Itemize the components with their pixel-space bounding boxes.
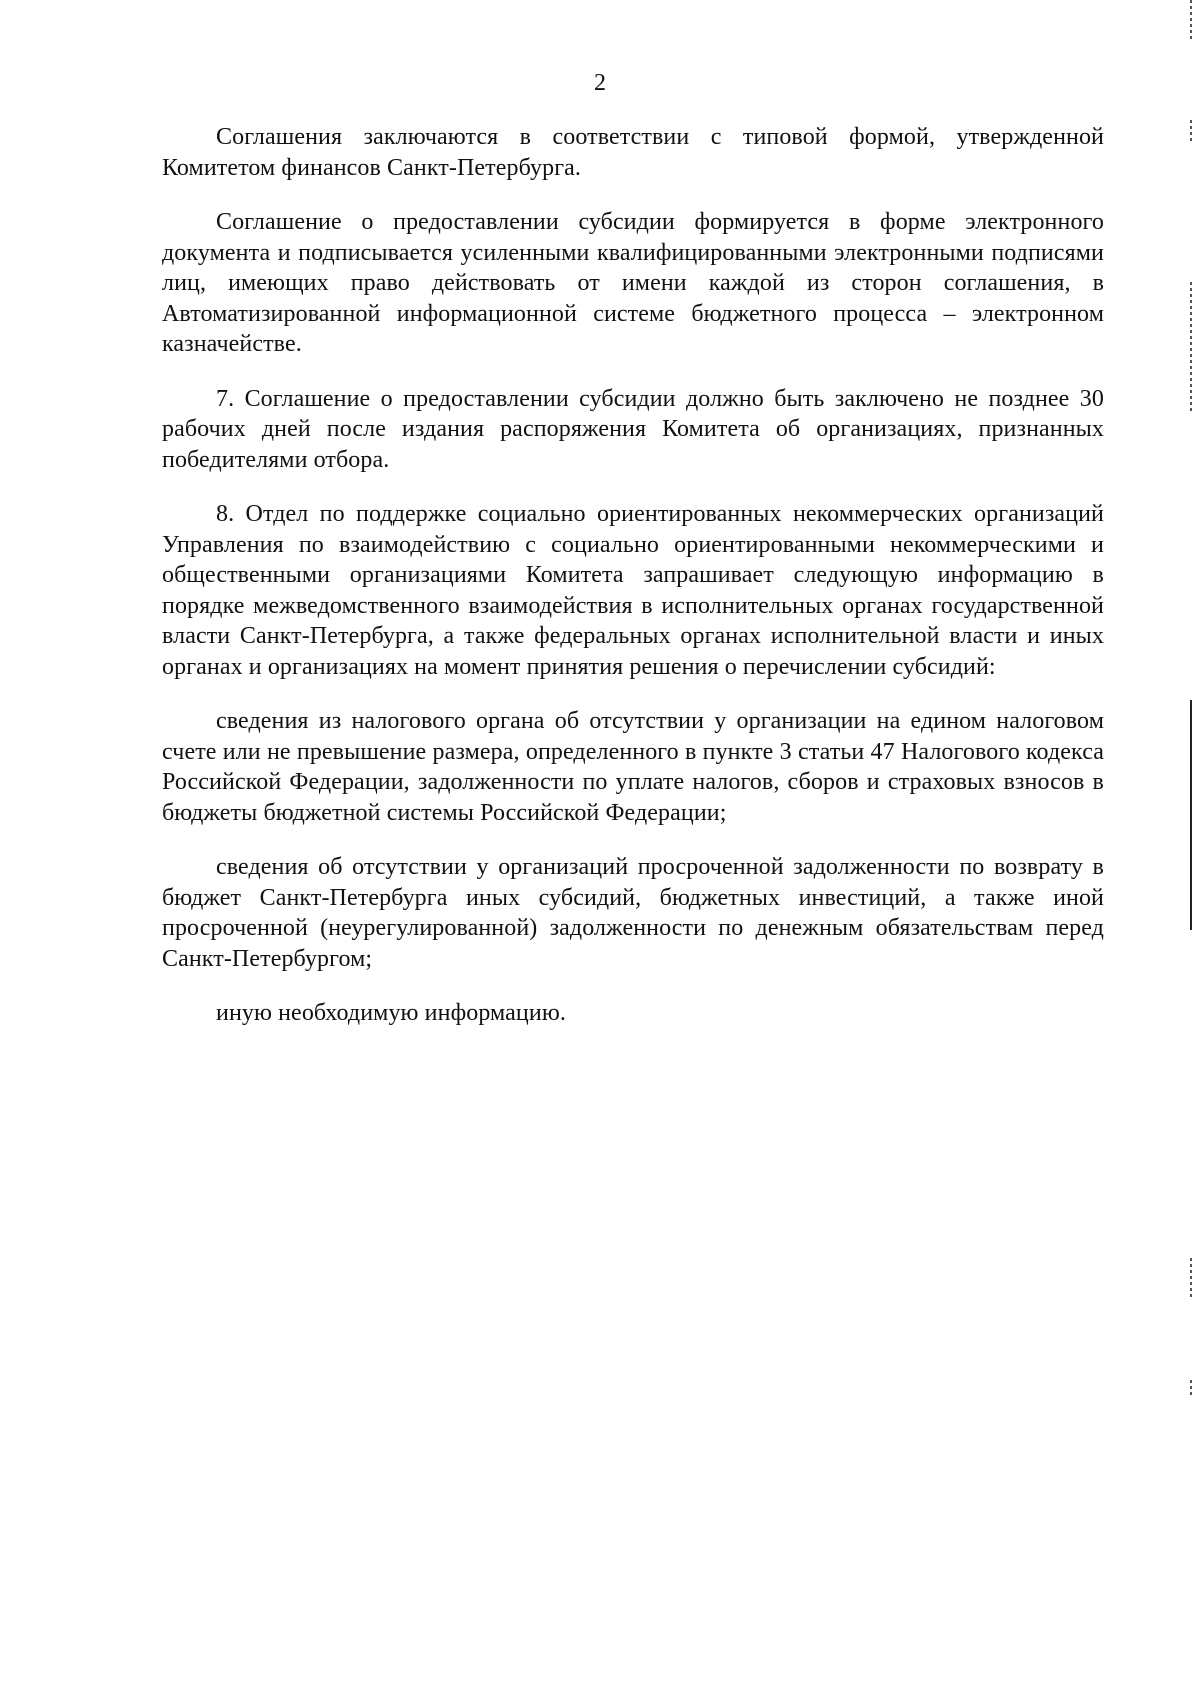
scan-edge-artifact <box>1190 1258 1192 1298</box>
document-body <box>162 122 1104 1029</box>
scan-edge-artifact <box>1190 120 1192 142</box>
scan-edge-artifact <box>1190 282 1192 412</box>
paragraph-debt-info: сведения об отсутствии у организаций просроченной задолженности по возврату в бюджет Санкт-Петербурга иных субсидий, бюджетных инвестиций, а также иной просроченной (неурегулированной) задолженности по денежным обязательствам перед Санкт-Петербургом; <box>162 854 1104 972</box>
paragraph-tax-info: сведения из налогового органа об отсутствии у организации на едином налоговом счете или не превышение размера, определенного в пункте 3 статьи 47 Налогового кодекса Российской Федерации, задолженности по уплате налогов, сборов и страховых взносов в бюджеты бюджетной системы Российской Федерации; <box>162 708 1104 826</box>
paragraph-other-info: иную необходимую информацию. <box>216 1000 566 1026</box>
paragraph-item-7: 7. Соглашение о предоставлении субсидии должно быть заключено не позднее 30 рабочих дней после издания распоряжения Комитета об организациях, признанных победителями отбора. <box>162 385 1104 473</box>
paragraph-item-8: 8. Отдел по поддержке социально ориентированных некоммерческих организаций Управления по взаимодействию с социально ориентированными некоммерческими и общественными организациями Комитета запрашивает следующую информацию в порядке межведомственного взаимодействия в исполнительных органах государственной власти Санкт-Петербурга, а также федеральных органах исполнительной власти и иных органах и организациях на момент принятия решения о перечислении субсидий: <box>162 501 1104 680</box>
scan-edge-artifact <box>1190 0 1192 40</box>
paragraph-agreement-form: Соглашения заключаются в соответствии с типовой формой, утвержденной Комитетом финансов Санкт-Петербурга. <box>162 124 1104 181</box>
paragraph-electronic-agreement: Соглашение о предоставлении субсидии формируется в форме электронного документа и подписывается усиленными квалифицированными электронными подписями лиц, имеющих право действовать от имени каждой из сторон соглашения, в Автоматизированной информационной системе бюджетного процесса – электронном казначействе. <box>162 209 1104 357</box>
scan-edge-artifact <box>1190 700 1192 930</box>
scan-edge-artifact <box>1190 1380 1192 1396</box>
page-number: 2 <box>594 70 606 96</box>
